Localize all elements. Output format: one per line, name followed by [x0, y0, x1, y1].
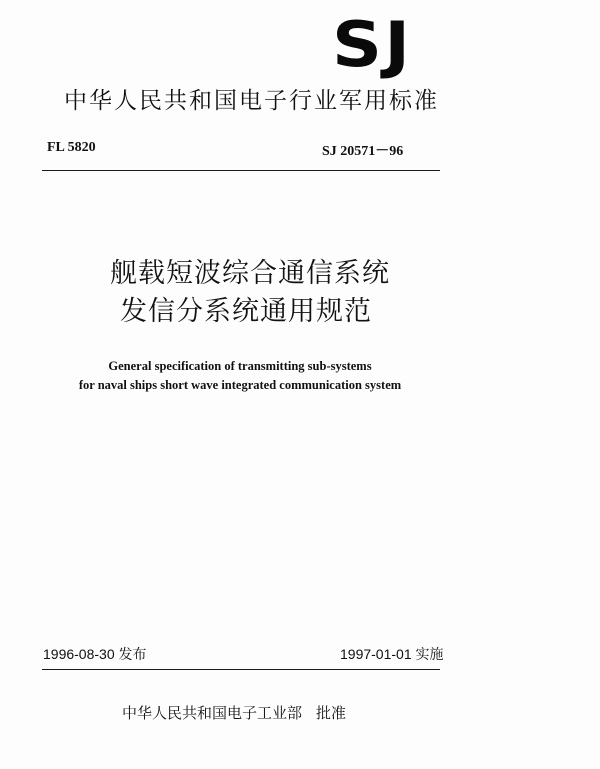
classification-code: FL 5820 — [47, 140, 96, 155]
top-divider — [42, 170, 440, 171]
sj-logo: SJ — [332, 8, 413, 81]
approve-label: 批准 — [316, 704, 347, 722]
standard-number: SJ 20571－96 — [322, 144, 404, 159]
chinese-title-line-1: 舰载短波综合通信系统 — [110, 258, 390, 289]
chinese-title-line-2: 发信分系统通用规范 — [120, 296, 372, 327]
issue-date: 1996-08-30 发布 — [43, 646, 147, 662]
bottom-divider — [42, 669, 440, 670]
implementation-date: 1997-01-01 实施 — [340, 646, 444, 662]
approver-name: 中华人民共和国电子工业部 — [122, 704, 303, 722]
approving-authority — [122, 702, 346, 723]
english-title-line-2: for naval ships short wave integrated communication system — [78, 378, 402, 392]
standard-category-title: 中华人民共和国电子行业军用标准 — [64, 88, 439, 114]
english-title-line-1: General specification of transmitting sub-systems — [108, 359, 372, 373]
